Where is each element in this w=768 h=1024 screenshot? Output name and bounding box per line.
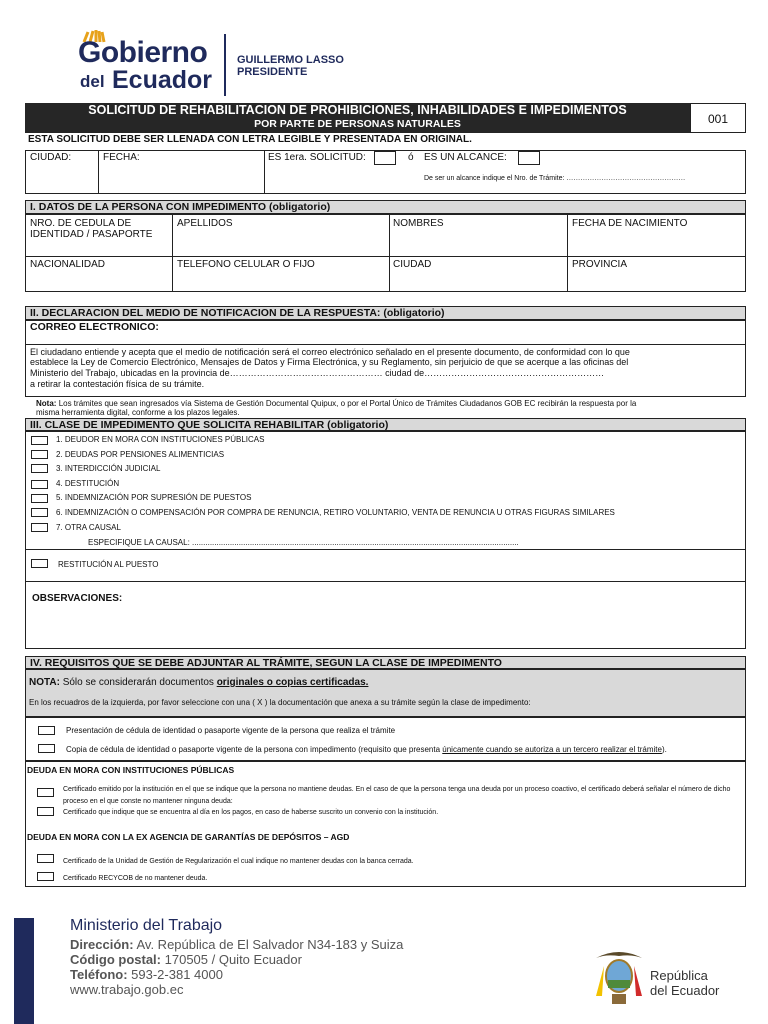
restitution-checkbox[interactable] [31,559,48,568]
section1-heading: I. DATOS DE LA PERSONA CON IMPEDIMENTO (obligatorio) [25,200,746,214]
impediment-1-checkbox[interactable] [31,436,48,445]
email-label: CORREO ELECTRONICO: [30,321,159,333]
notification-para-line4: a retirar la contestación física de su trámite. [30,379,205,389]
footer-phone-label: Teléfono: [70,967,128,982]
impediment-1-label: 1. DEUDOR EN MORA CON INSTITUCIONES PÚBLICAS [56,435,265,444]
form-number: 001 [690,103,746,133]
form-title-line1: SOLICITUD DE REHABILITACION DE PROHIBICIONES, INHABILIDADES E IMPEDIMENTOS [88,103,627,117]
city2-label: CIUDAD [393,259,432,270]
section4-note [29,677,368,688]
footer-postal-label: Código postal: [70,952,161,967]
logo-text-del: del [80,72,105,91]
section4-note-label: NOTA: [29,677,60,688]
req2-label-c: ). [661,745,667,754]
impediment-4-checkbox[interactable] [31,480,48,489]
debt-public-1-line2: proceso en el que conste no mantener ninguna deuda: [63,798,233,805]
section4-instruction: En los recuadros de la izquierda, por favor seleccione con una ( X ) la documentación que anexa a su trámite según la clase de impedimento: [29,698,531,707]
req2-label [66,745,667,755]
id-number-label: NRO. DE CEDULA DE IDENTIDAD / PASAPORTE [30,218,153,240]
debt-agd-heading: DEUDA EN MORA CON LA EX AGENCIA DE GARANTÍAS DE DEPÓSITOS – AGD [27,832,350,842]
form-title [25,103,690,133]
impediment-7-label: 7. OTRA CAUSAL [56,523,121,532]
president-title: PRESIDENTE [237,66,308,78]
footer-address [70,937,403,952]
form-instruction: ESTA SOLICITUD DEBE SER LLENADA CON LETRA LEGIBLE Y PRESENTADA EN ORIGINAL. [28,134,472,145]
province-label: PROVINCIA [572,259,628,270]
impediment-4-label: 4. DESTITUCIÓN [56,479,120,488]
section2-heading: II. DECLARACION DEL MEDIO DE NOTIFICACION DE LA RESPUESTA: (obligatorio) [25,306,746,320]
section4-heading: IV. REQUISITOS QUE SE DEBE ADJUNTAR AL TRÁMITE, SEGUN LA CLASE DE IMPEDIMENTO [25,656,746,669]
scope-checkbox[interactable] [518,151,540,165]
req2-checkbox[interactable] [38,744,55,753]
debt-agd-2-checkbox[interactable] [37,872,54,881]
logo-text-gobierno: Gobierno [78,36,208,69]
debt-agd-1-checkbox[interactable] [37,854,54,863]
footer-postal-value: 170505 / Quito Ecuador [164,952,302,967]
footer-web[interactable]: www.trabajo.gob.ec [70,982,184,997]
ecuador-coat-of-arms-icon [592,946,646,1008]
req2-label-a: Copia de cédula de identidad o pasaporte vigente de la persona con impedimento (requisito que presenta [66,745,443,754]
impediment-2-label: 2. DEUDAS POR PENSIONES ALIMENTICIAS [56,450,225,459]
section4-note-text: Sólo se considerarán documentos [62,677,214,688]
section4-debts-box [25,761,746,887]
restitution-label: RESTITUCIÓN AL PUESTO [58,560,159,569]
footer-ministry: Ministerio del Trabajo [70,917,223,934]
req2-label-b: únicamente cuando se autoriza a un tercero realizar el trámite [442,745,662,754]
section3-heading: III. CLASE DE IMPEDIMENTO QUE SOLICITA REHABILITAR (obligatorio) [25,418,746,431]
debt-agd-2-label: Certificado RECYCOB de no mantener deuda. [63,875,208,882]
footer-phone [70,967,223,982]
president-name: GUILLERMO LASSO [237,54,344,66]
req1-label: Presentación de cédula de identidad o pasaporte vigente de la persona que realiza el trámite [66,726,396,735]
impediment-3-label: 3. INTERDICCIÓN JUDICIAL [56,464,161,473]
nationality-label: NACIONALIDAD [30,259,106,270]
section2-note-line2: misma herramienta digital, conforme a los plazos legales. [36,408,240,417]
debt-public-1-checkbox[interactable] [37,788,54,797]
section2-note-line1: Los trámites que sean ingresados vía Sistema de Gestión Documental Quipux, o por el Portal Único de Trámites Ciudadanos GOB EC recibirán la respuesta por la [58,399,637,408]
section2-note-label: Nota: [36,399,57,408]
impediment-5-checkbox[interactable] [31,494,48,503]
first-request-label: ES 1era. SOLICITUD: [268,152,366,163]
impediment-7-checkbox[interactable] [31,523,48,532]
phone-label: TELEFONO CELULAR O FIJO [177,259,315,270]
impediment-6-checkbox[interactable] [31,508,48,517]
logo-separator [224,34,226,96]
scope-note: De ser un alcance indique el Nro. de Trámite: …………………………………………… [424,175,686,182]
republic-line1: República [650,968,708,983]
footer-address-label: Dirección: [70,937,134,952]
city-label: CIUDAD: [30,152,72,163]
notification-para-line2: establece la Ley de Comercio Electrónico, Mensajes de Datos y Firma Electrónica, y su Reglamento, sin perjuicio de que se acerque a las oficinas del [30,357,629,367]
surnames-label: APELLIDOS [177,218,233,229]
footer-postal [70,952,302,967]
or-label: ó [408,152,414,163]
impediment-6-label: 6. INDEMNIZACIÓN O COMPENSACIÓN POR COMPRA DE RENUNCIA, RETIRO VOLUNTARIO, VENTA DE RENUNCIA U OTRAS FIGURAS SIMILARES [56,508,615,517]
scope-label: ES UN ALCANCE: [424,152,507,163]
logo-text-ecuador: Ecuador [112,66,213,94]
impediment-2-checkbox[interactable] [31,450,48,459]
debt-public-2-label: Certificado que indique que se encuentra al día en los pagos, en caso de haberse suscrito un convenio con la institución. [63,809,439,816]
observations-label: OBSERVACIONES: [32,593,123,604]
names-label: NOMBRES [393,218,444,229]
req1-checkbox[interactable] [38,726,55,735]
debt-public-2-checkbox[interactable] [37,807,54,816]
impediment-3-checkbox[interactable] [31,464,48,473]
footer-accent-bar [14,918,34,1024]
notification-para-line1: El ciudadano entiende y acepta que el medio de notificación será el correo electrónico señalado en el presente documento, de conformidad con lo que [30,347,630,357]
footer-phone-value: 593-2-381 4000 [131,967,223,982]
debt-agd-1-label: Certificado de la Unidad de Gestión de Regularización el cual indique no mantener deudas con la banca cerrada. [63,858,414,865]
footer-address-value: Av. República de El Salvador N34-183 y Suiza [136,937,404,952]
debt-public-1-line1: Certificado emitido por la institución en el que se indique que la persona no mantiene deudas. En el caso de que la persona tenga una deuda por un proceso coactivo, el certificado deberá señalar el número de dicho [63,786,731,793]
debt-public-heading: DEUDA EN MORA CON INSTITUCIONES PÚBLICAS [27,765,235,775]
section4-note-emph: originales o copias certificadas. [216,677,369,688]
impediment-5-label: 5. INDEMNIZACIÓN POR SUPRESIÓN DE PUESTOS [56,493,252,502]
republic-line2: del Ecuador [650,983,720,998]
notification-para-line3: Ministerio del Trabajo, ubicadas en la provincia de…………………………………………… ciudad de…………………………………………………… [30,368,605,378]
specify-cause-label: ESPECIFIQUE LA CAUSAL: ................................................................................................................................................... [88,538,519,547]
form-title-line2: POR PARTE DE PERSONAS NATURALES [254,118,461,130]
date-label: FECHA: [103,152,140,163]
birth-date-label: FECHA DE NACIMIENTO [572,218,688,229]
first-request-checkbox[interactable] [374,151,396,165]
